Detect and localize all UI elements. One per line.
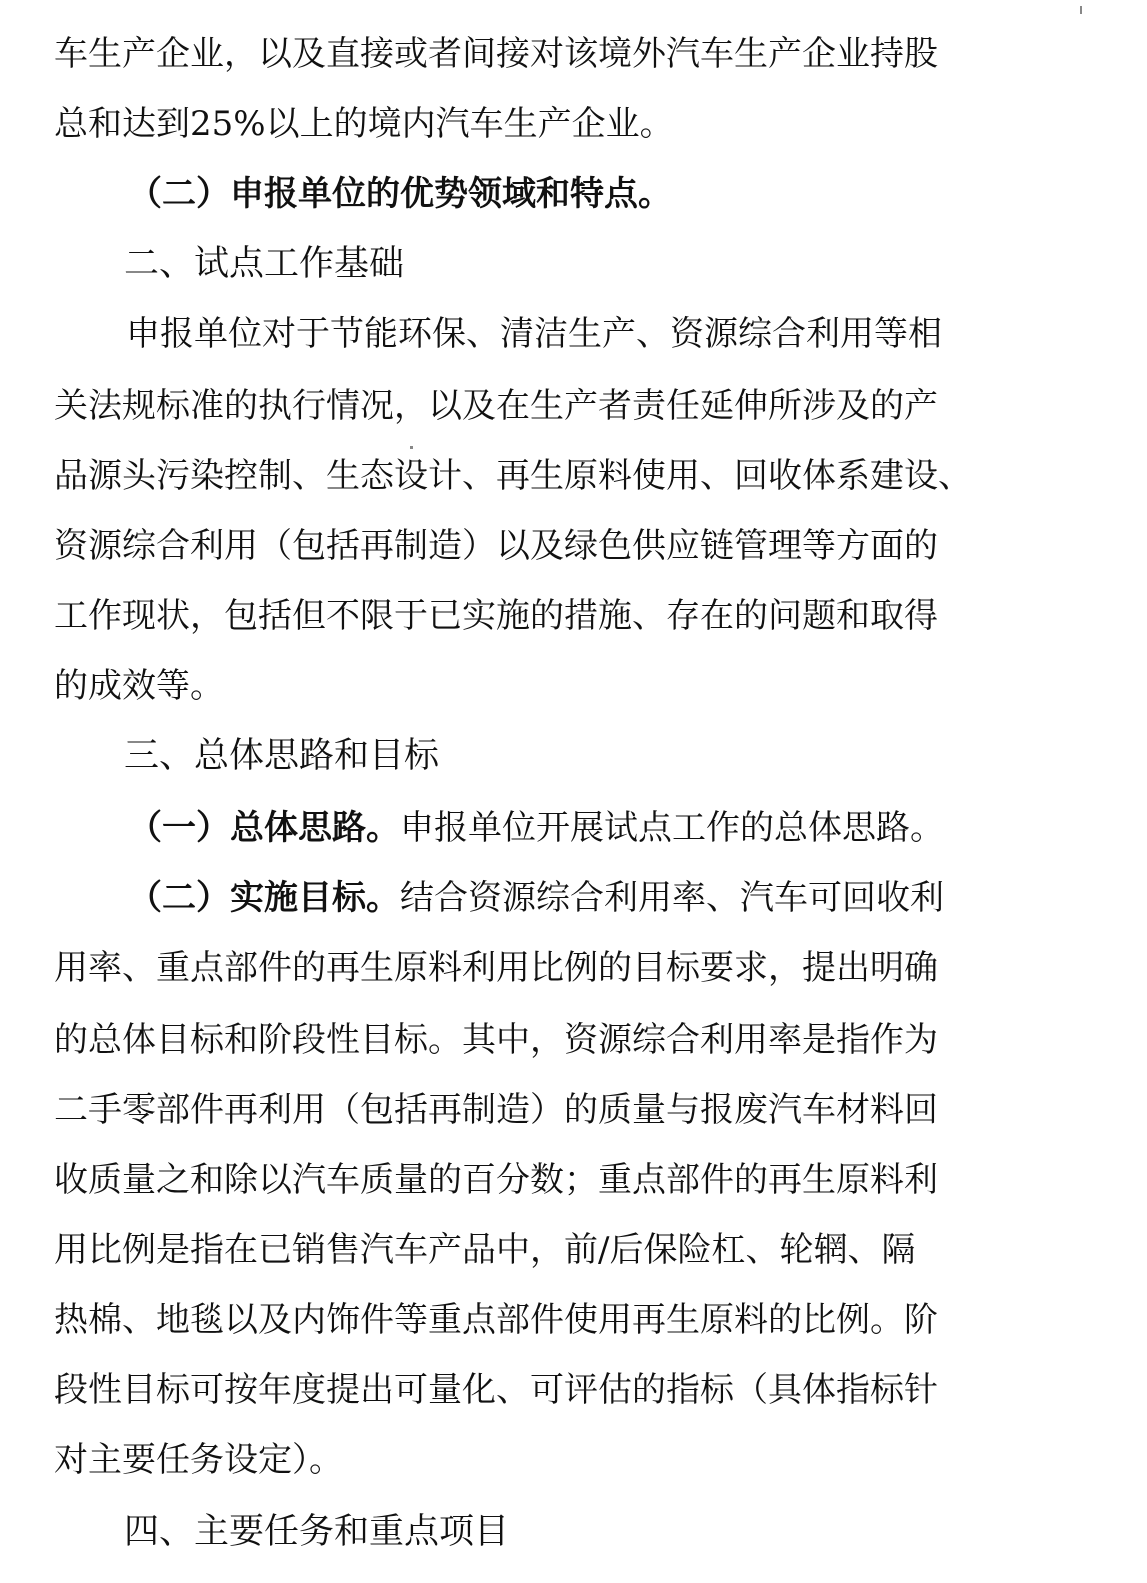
- section-heading: [0, 228, 1147, 300]
- body-line: [0, 440, 1147, 512]
- line-text: 四、主要任务和重点项目: [124, 1512, 510, 1552]
- line-text: 三、总体思路和目标: [124, 736, 440, 776]
- body-line: [0, 1004, 1147, 1076]
- line-text: 用比例是指在已销售汽车产品中，前/后保险杠、轮辋、隔: [54, 1230, 916, 1270]
- line-text: 的总体目标和阶段性目标。其中，资源综合利用率是指作为: [54, 1020, 938, 1060]
- body-line: [0, 1284, 1147, 1356]
- body-line: [0, 1144, 1147, 1216]
- line-text: （二）申报单位的优势领域和特点。: [128, 174, 672, 214]
- body-line: [0, 18, 1147, 90]
- run-in-heading: （一）总体思路。: [128, 808, 400, 848]
- line-text: 结合资源综合利用率、汽车可回收利: [400, 878, 944, 918]
- line-text: 热棉、地毯以及内饰件等重点部件使用再生原料的比例。阶: [54, 1300, 938, 1340]
- body-line: [0, 580, 1147, 652]
- line-text: 段性目标可按年度提出可量化、可评估的指标（具体指标针: [54, 1370, 938, 1410]
- body-line: [0, 510, 1147, 582]
- body-line: [0, 1354, 1147, 1426]
- run-in-heading: （二）实施目标。: [128, 878, 400, 918]
- body-line: [0, 650, 1147, 722]
- line-text: 工作现状，包括但不限于已实施的措施、存在的问题和取得: [54, 596, 938, 636]
- line-text: 用率、重点部件的再生原料利用比例的目标要求，提出明确: [54, 948, 938, 988]
- scan-speck: [1080, 6, 1082, 14]
- line-text: 关法规标准的执行情况，以及在生产者责任延伸所涉及的产: [54, 386, 938, 426]
- line-text: 车生产企业，以及直接或者间接对该境外汽车生产企业持股: [54, 34, 938, 74]
- paragraph-first-line: [0, 792, 1147, 864]
- line-text: 资源综合利用（包括再制造）以及绿色供应链管理等方面的: [54, 526, 938, 566]
- body-line: [0, 932, 1147, 1004]
- body-line: [0, 370, 1147, 442]
- body-line: [0, 1424, 1147, 1496]
- section-heading: [0, 1496, 1147, 1568]
- line-text: 对主要任务设定）。: [54, 1440, 343, 1480]
- body-line: [0, 88, 1147, 160]
- line-text: 总和达到25%以上的境内汽车生产企业。: [54, 104, 674, 144]
- subsection-heading: [0, 158, 1147, 230]
- body-line: [0, 1214, 1147, 1286]
- line-text: 申报单位开展试点工作的总体思路。: [400, 808, 944, 848]
- paragraph-first-line: [0, 298, 1147, 370]
- line-text: 收质量之和除以汽车质量的百分数；重点部件的再生原料利: [54, 1160, 938, 1200]
- line-text: 品源头污染控制、生态设计、再生原料使用、回收体系建设、: [54, 456, 972, 496]
- paragraph-first-line: [0, 862, 1147, 934]
- scan-speck: [410, 446, 413, 449]
- line-text: 的成效等。: [54, 666, 224, 706]
- body-line: [0, 1074, 1147, 1146]
- line-text: 二、试点工作基础: [124, 244, 405, 284]
- line-text: 二手零部件再利用（包括再制造）的质量与报废汽车材料回: [54, 1090, 938, 1130]
- section-heading: [0, 720, 1147, 792]
- line-text: 申报单位对于节能环保、清洁生产、资源综合利用等相: [126, 314, 942, 354]
